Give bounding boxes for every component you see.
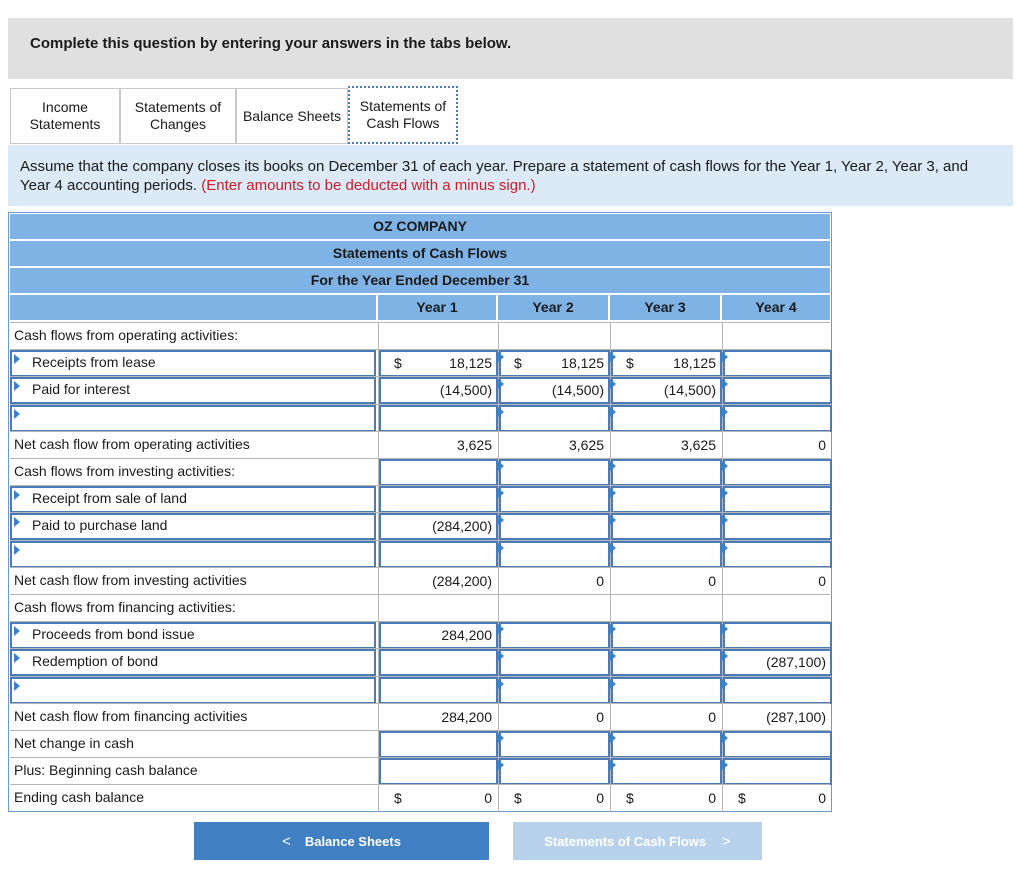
dollar-sign: $ — [394, 790, 402, 807]
amount-value: 0 — [708, 572, 716, 589]
dropdown-flag-icon — [498, 488, 504, 498]
dropdown-flag-icon — [498, 461, 504, 471]
amount-input[interactable] — [499, 677, 610, 704]
amount-input[interactable] — [379, 459, 498, 486]
chevron-right-icon: > — [722, 832, 731, 850]
amount-value: 0 — [818, 436, 826, 453]
amount-cell — [722, 704, 832, 731]
amount-input[interactable] — [723, 541, 832, 568]
amount-input[interactable] — [379, 405, 498, 432]
amount-value: 284,200 — [441, 708, 492, 725]
year-3-header: Year 3 — [610, 295, 720, 320]
dollar-sign: $ — [394, 355, 402, 372]
amount-cell[interactable] — [378, 405, 498, 432]
row-label-input[interactable] — [10, 677, 376, 704]
row-label: Net change in cash — [14, 735, 134, 751]
amount-cell — [498, 785, 610, 812]
amount-cell[interactable] — [722, 350, 832, 377]
dropdown-flag-icon — [610, 624, 616, 634]
table-row — [10, 540, 830, 568]
prev-tab-button[interactable] — [194, 822, 489, 860]
dropdown-flag-icon — [14, 681, 20, 691]
tab-label: Statements of — [359, 98, 447, 114]
table-row — [10, 648, 830, 676]
amount-cell[interactable] — [722, 731, 832, 758]
amount-cell[interactable] — [378, 513, 498, 540]
amount-input[interactable] — [611, 731, 722, 758]
amount-cell[interactable] — [610, 405, 722, 432]
amount-cell[interactable] — [378, 459, 498, 486]
amount-value: 0 — [708, 790, 716, 807]
dropdown-flag-icon — [722, 461, 728, 471]
amount-cell[interactable] — [722, 541, 832, 568]
amount-cell[interactable] — [610, 486, 722, 513]
dropdown-flag-icon — [722, 379, 728, 389]
amount-cell[interactable] — [722, 377, 832, 404]
amount-input[interactable] — [499, 649, 610, 676]
tab-label: Changes — [149, 116, 207, 132]
dollar-sign: $ — [514, 790, 522, 807]
amount-value: (287,100) — [766, 654, 826, 671]
table-row — [10, 621, 830, 649]
amount-cell — [498, 595, 610, 622]
amount-cell — [378, 595, 498, 622]
amount-cell[interactable] — [610, 677, 722, 704]
dropdown-flag-icon — [610, 679, 616, 689]
amount-input[interactable] — [379, 731, 498, 758]
amount-cell[interactable] — [722, 758, 832, 785]
dollar-sign: $ — [626, 790, 634, 807]
amount-cell[interactable] — [498, 350, 610, 377]
prompt — [8, 145, 1013, 206]
prompt-text: Assume that the company closes its books on December 31 of each year. Prepare a statement of cash flows for the Year 1, Year 2, Year 3, and Year 4 accounting periods. — [20, 158, 969, 194]
dropdown-flag-icon — [14, 354, 20, 364]
statement-period: For the Year Ended December 31 — [10, 268, 830, 293]
amount-value: 0 — [596, 708, 604, 725]
prompt-note: (Enter amounts to be deducted with a minus sign.) — [201, 177, 536, 194]
dropdown-flag-icon — [722, 488, 728, 498]
year-2-header: Year 2 — [498, 295, 608, 320]
dropdown-flag-icon — [610, 379, 616, 389]
amount-cell[interactable] — [610, 758, 722, 785]
row-label: Plus: Beginning cash balance — [14, 762, 198, 779]
row-label: Net cash flow from investing activities — [14, 571, 247, 588]
amount-input[interactable] — [611, 677, 722, 704]
table-row — [10, 757, 830, 785]
year-4-header: Year 4 — [722, 295, 830, 320]
amount-input[interactable] — [723, 486, 832, 513]
amount-input[interactable] — [723, 677, 832, 704]
amount-cell[interactable] — [610, 731, 722, 758]
tab-label: Cash Flows — [366, 115, 440, 131]
amount-cell[interactable] — [722, 649, 832, 676]
dropdown-flag-icon — [610, 651, 616, 661]
amount-cell[interactable] — [610, 377, 722, 404]
amount-value: 18,125 — [561, 355, 604, 372]
amount-cell[interactable] — [498, 541, 610, 568]
row-label: Receipts from lease — [32, 354, 156, 371]
dropdown-flag-icon — [498, 733, 504, 743]
dropdown-flag-icon — [498, 624, 504, 634]
table-row — [10, 512, 830, 540]
row-label: Net cash flow from operating activities — [14, 435, 250, 452]
amount-value: (14,500) — [663, 382, 716, 399]
amount-value: (287,100) — [766, 708, 826, 725]
tab-label: Statements — [29, 116, 101, 132]
amount-cell[interactable] — [378, 731, 498, 758]
row-label: Proceeds from bond issue — [32, 626, 195, 643]
amount-cell — [498, 323, 610, 350]
amount-cell[interactable] — [610, 513, 722, 540]
amount-cell — [722, 432, 832, 459]
amount-cell — [498, 704, 610, 731]
amount-input[interactable] — [499, 731, 610, 758]
amount-input[interactable] — [499, 459, 610, 486]
amount-value: 0 — [484, 790, 492, 807]
label-column-header — [10, 295, 376, 320]
tab-income-statements[interactable] — [10, 88, 120, 144]
amount-value: (284,200) — [432, 518, 492, 535]
amount-input[interactable] — [611, 459, 722, 486]
dropdown-flag-icon — [610, 760, 616, 770]
statement-title: Statements of Cash Flows — [10, 241, 830, 266]
amount-cell — [610, 323, 722, 350]
amount-cell[interactable] — [498, 405, 610, 432]
table-row — [10, 349, 830, 377]
row-label: Net cash flow from financing activities — [14, 707, 248, 724]
amount-cell[interactable] — [378, 649, 498, 676]
amount-cell[interactable] — [378, 758, 498, 785]
row-label: Paid for interest — [32, 381, 131, 398]
dollar-sign: $ — [626, 355, 634, 372]
amount-value: 0 — [708, 708, 716, 725]
dropdown-flag-icon — [498, 379, 504, 389]
dropdown-flag-icon — [14, 490, 20, 500]
amount-cell — [378, 323, 498, 350]
amount-input[interactable] — [379, 486, 498, 513]
dropdown-flag-icon — [722, 733, 728, 743]
dropdown-flag-icon — [498, 543, 504, 553]
amount-value: (14,500) — [551, 382, 604, 399]
header-instruction: Complete this question by entering your answers in the tabs below. — [30, 35, 512, 52]
amount-cell — [378, 432, 498, 459]
company-name: OZ COMPANY — [10, 214, 830, 239]
amount-value: (14,500) — [439, 382, 492, 399]
amount-cell[interactable] — [498, 377, 610, 404]
dropdown-flag-icon — [610, 461, 616, 471]
row-label: Cash flows from investing activities: — [14, 463, 235, 479]
amount-input[interactable] — [379, 677, 498, 704]
dropdown-flag-icon — [722, 407, 728, 417]
amount-value: 3,625 — [680, 436, 716, 453]
amount-cell — [722, 568, 832, 595]
row-label: Paid to purchase land — [32, 517, 168, 534]
amount-value: 0 — [596, 790, 604, 807]
amount-cell — [610, 595, 722, 622]
dropdown-flag-icon — [14, 545, 20, 555]
amount-cell[interactable] — [378, 377, 498, 404]
amount-cell — [722, 595, 832, 622]
dropdown-flag-icon — [722, 624, 728, 634]
header-bar — [8, 18, 1013, 79]
amount-input[interactable] — [611, 541, 722, 568]
amount-input[interactable] — [499, 486, 610, 513]
amount-cell — [498, 568, 610, 595]
amount-cell[interactable] — [722, 513, 832, 540]
amount-input[interactable] — [611, 486, 722, 513]
year-1-header: Year 1 — [378, 295, 496, 320]
amount-cell — [378, 704, 498, 731]
amount-input[interactable] — [499, 513, 610, 540]
amount-input[interactable] — [723, 459, 832, 486]
amount-input[interactable] — [499, 405, 610, 432]
amount-cell[interactable] — [378, 541, 498, 568]
amount-value: 0 — [818, 572, 826, 589]
amount-cell — [378, 785, 498, 812]
amount-input[interactable] — [379, 649, 498, 676]
amount-cell — [378, 568, 498, 595]
dollar-sign: $ — [738, 790, 746, 807]
amount-cell — [722, 785, 832, 812]
amount-cell — [610, 704, 722, 731]
amount-cell[interactable] — [610, 649, 722, 676]
amount-value: 284,200 — [441, 627, 492, 644]
next-tab-button[interactable] — [513, 822, 762, 860]
amount-input[interactable] — [611, 622, 722, 649]
amount-input[interactable] — [723, 622, 832, 649]
statement-sheet — [8, 212, 832, 812]
dropdown-flag-icon — [722, 515, 728, 525]
dollar-sign: $ — [514, 355, 522, 372]
amount-cell[interactable] — [610, 541, 722, 568]
amount-value: 18,125 — [449, 355, 492, 372]
dropdown-flag-icon — [722, 760, 728, 770]
amount-cell — [498, 432, 610, 459]
amount-cell — [610, 568, 722, 595]
tab-label: Statements of — [134, 99, 222, 115]
amount-cell[interactable] — [498, 758, 610, 785]
table-row — [10, 376, 830, 404]
amount-input[interactable] — [611, 649, 722, 676]
tab-label: Income — [42, 99, 88, 115]
amount-cell[interactable] — [610, 622, 722, 649]
dropdown-flag-icon — [610, 733, 616, 743]
dropdown-flag-icon — [610, 407, 616, 417]
dropdown-flag-icon — [610, 352, 616, 362]
dropdown-flag-icon — [498, 651, 504, 661]
dropdown-flag-icon — [722, 352, 728, 362]
amount-input[interactable] — [723, 377, 832, 404]
amount-cell[interactable] — [610, 350, 722, 377]
row-label: Cash flows from financing activities: — [14, 599, 236, 615]
row-label-input[interactable] — [10, 405, 376, 432]
tab-label: Balance Sheets — [242, 107, 342, 124]
amount-cell[interactable] — [722, 677, 832, 704]
amount-input[interactable] — [723, 731, 832, 758]
dropdown-flag-icon — [14, 517, 20, 527]
table-row — [10, 485, 830, 513]
dropdown-flag-icon — [610, 488, 616, 498]
table-row — [10, 784, 830, 812]
amount-input[interactable] — [611, 405, 722, 432]
amount-input[interactable] — [611, 758, 722, 785]
table-row — [10, 594, 830, 622]
amount-input[interactable] — [723, 350, 832, 377]
chevron-left-icon: < — [282, 832, 291, 850]
amount-input[interactable] — [611, 513, 722, 540]
amount-cell[interactable] — [498, 459, 610, 486]
amount-cell[interactable] — [498, 649, 610, 676]
amount-input[interactable] — [723, 758, 832, 785]
amount-cell[interactable] — [610, 459, 722, 486]
amount-cell[interactable] — [498, 513, 610, 540]
dropdown-flag-icon — [722, 543, 728, 553]
amount-cell[interactable] — [722, 486, 832, 513]
amount-cell[interactable] — [498, 731, 610, 758]
row-label: Cash flows from operating activities: — [14, 327, 239, 343]
dropdown-flag-icon — [610, 543, 616, 553]
dropdown-flag-icon — [722, 651, 728, 661]
dropdown-flag-icon — [498, 515, 504, 525]
table-row — [10, 730, 830, 758]
dropdown-flag-icon — [14, 409, 20, 419]
dropdown-flag-icon — [610, 515, 616, 525]
amount-input[interactable] — [379, 541, 498, 568]
amount-cell[interactable] — [498, 486, 610, 513]
dropdown-flag-icon — [498, 760, 504, 770]
amount-cell — [722, 323, 832, 350]
table-row — [10, 404, 830, 432]
dropdown-flag-icon — [498, 407, 504, 417]
tab-statements-of-changes[interactable] — [120, 88, 236, 144]
amount-value: (284,200) — [432, 572, 492, 589]
row-label: Redemption of bond — [32, 653, 159, 670]
amount-cell[interactable] — [378, 486, 498, 513]
tab-balance-sheets[interactable] — [236, 88, 348, 144]
tab-statements-of-cash-flows[interactable] — [348, 86, 458, 144]
row-label: Ending cash balance — [14, 789, 144, 806]
amount-cell — [610, 432, 722, 459]
row-label: Receipt from sale of land — [32, 490, 187, 507]
table-row — [10, 458, 830, 486]
dropdown-flag-icon — [14, 381, 20, 391]
dropdown-flag-icon — [14, 626, 20, 636]
dropdown-flag-icon — [14, 653, 20, 663]
amount-input[interactable] — [499, 541, 610, 568]
amount-cell[interactable] — [378, 677, 498, 704]
amount-cell — [610, 785, 722, 812]
next-tab-label: Statements of Cash Flows — [544, 833, 707, 849]
dropdown-flag-icon — [498, 679, 504, 689]
amount-value: 0 — [596, 572, 604, 589]
amount-value: 0 — [818, 790, 826, 807]
amount-cell[interactable] — [722, 622, 832, 649]
table-row — [10, 567, 830, 595]
amount-cell[interactable] — [378, 350, 498, 377]
amount-cell[interactable] — [378, 622, 498, 649]
row-label-input[interactable] — [10, 541, 376, 568]
amount-cell[interactable] — [498, 677, 610, 704]
amount-value: 3,625 — [568, 436, 604, 453]
amount-input[interactable] — [723, 405, 832, 432]
amount-value: 3,625 — [456, 436, 492, 453]
amount-cell[interactable] — [722, 459, 832, 486]
amount-value: 18,125 — [673, 355, 716, 372]
amount-input[interactable] — [499, 622, 610, 649]
table-row — [10, 322, 830, 350]
amount-input[interactable] — [499, 758, 610, 785]
prev-tab-label: Balance Sheets — [304, 833, 401, 849]
table-row — [10, 431, 830, 459]
table-row — [10, 676, 830, 704]
amount-input[interactable] — [723, 513, 832, 540]
dropdown-flag-icon — [498, 352, 504, 362]
table-row — [10, 703, 830, 731]
dropdown-flag-icon — [722, 679, 728, 689]
amount-cell[interactable] — [722, 405, 832, 432]
amount-cell[interactable] — [498, 622, 610, 649]
amount-input[interactable] — [379, 758, 498, 785]
